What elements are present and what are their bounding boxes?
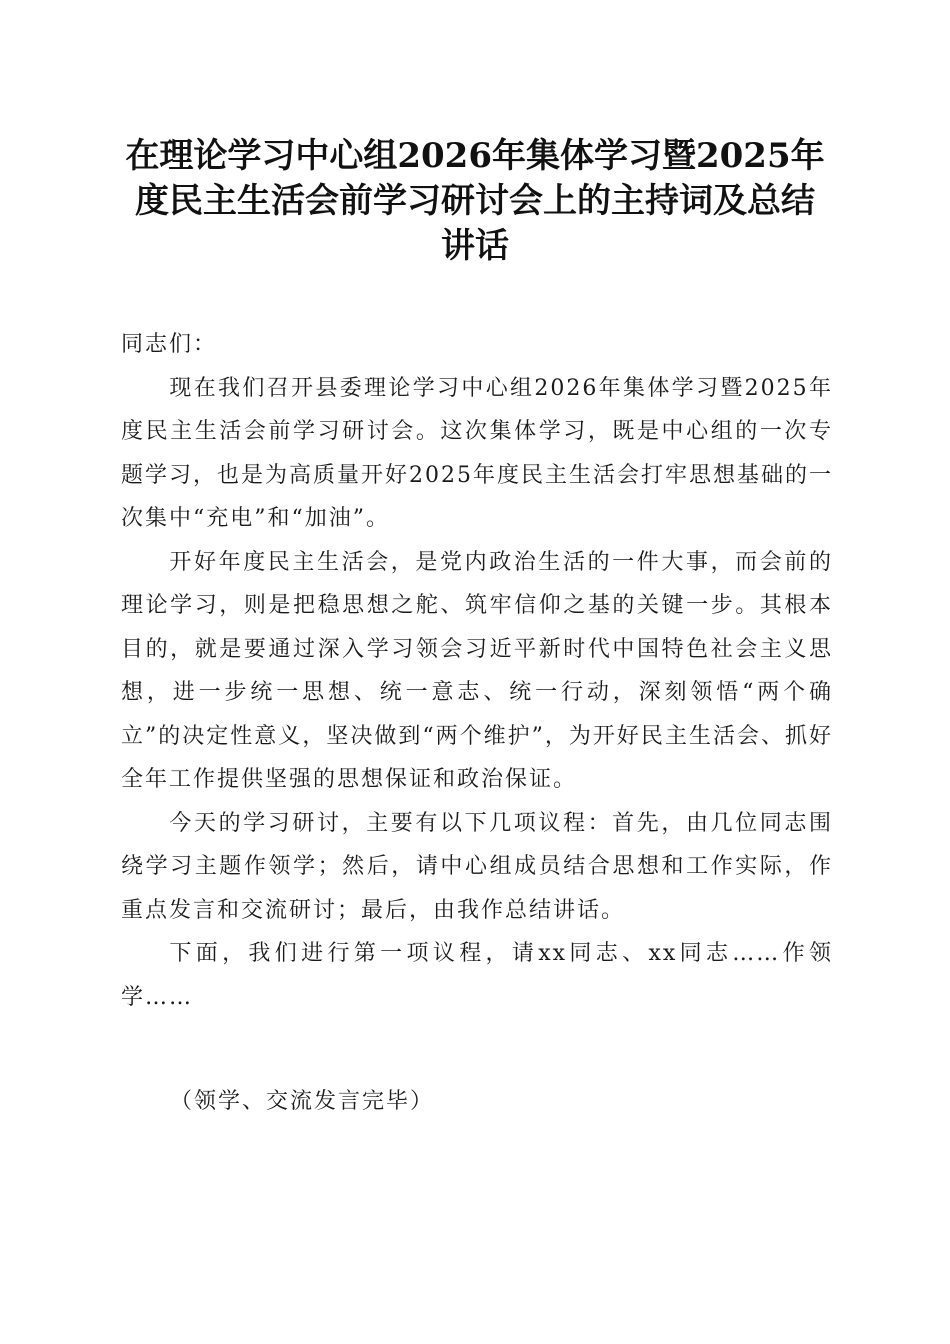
stage-direction-note: （领学、交流发言完毕） <box>170 1089 435 1114</box>
document-body <box>121 323 833 1019</box>
title-line: 度民主生活会前学习研讨会上的主持词及总结 <box>135 181 815 221</box>
paragraph: 今天的学习研讨，主要有以下几项议程：首先，由几位同志围绕学习主题作领学；然后，请中心组成员结合思想和工作实际，作重点发言和交流研讨；最后，由我作总结讲话。 <box>121 810 833 923</box>
paragraph: 下面，我们进行第一项议程，请xx同志、xx同志……作领学…… <box>121 941 833 1010</box>
paragraph: 开好年度民主生活会，是党内政治生活的一件大事，而会前的理论学习，则是把稳思想之舵、筑牢信仰之基的关键一步。其根本目的，就是要通过深入学习领会习近平新时代中国特色社会主义思想，进一步统一思想、统一意志、统一行动，深刻领悟“两个确立”的决定性意义，坚决做到“两个维护”，为开好民主生活会、抓好全年工作提供坚强的思想保证和政治保证。 <box>121 549 833 792</box>
title-line: 在理论学习中心组2026年集体学习暨2025年 <box>125 136 825 176</box>
document-title <box>110 134 840 269</box>
salutation: 同志们： <box>121 332 218 357</box>
paragraph: 现在我们召开县委理论学习中心组2026年集体学习暨2025年度民主生活会前学习研讨会。这次集体学习，既是中心组的一次专题学习，也是为高质量开好2025年度民主生活会打牢思想基础的一次集中“充电”和“加油”。 <box>121 375 833 531</box>
title-line: 讲话 <box>441 226 509 266</box>
